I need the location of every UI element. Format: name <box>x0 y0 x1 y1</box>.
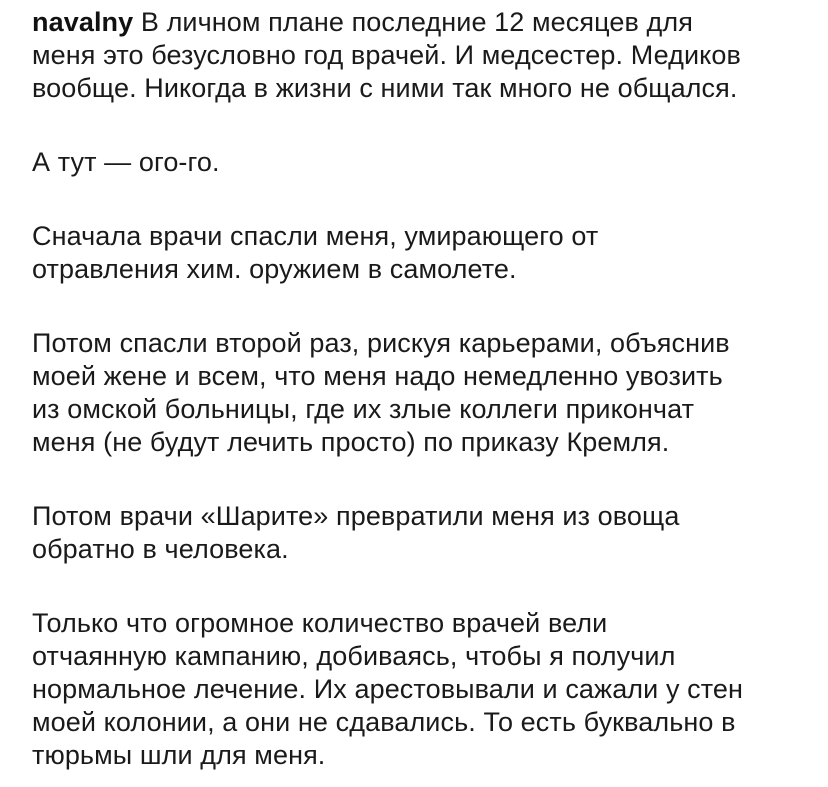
caption-paragraph-5: Потом врачи «Шарите» превратили меня из овоща обратно в человека. <box>32 501 680 564</box>
caption-paragraph-4: Потом спасли второй раз, рискуя карьерами, объяснив моей жене и всем, что меня надо немедленно увозить из омской больницы, где их злые коллеги прикончат меня (не будут лечить просто) по приказу Кремля. <box>32 328 730 457</box>
caption-paragraph-6: Только что огромное количество врачей вели отчаянную кампанию, добиваясь, чтобы я получил нормальное лечение. Их арестовывали и сажали у стен моей колонии, а они не сдавались. То есть буквально в тюрьмы шли для меня. <box>32 608 744 770</box>
caption-paragraph-1 <box>32 6 812 105</box>
caption-paragraph-2: А тут — ого-го. <box>32 147 220 177</box>
caption-paragraph-3: Сначала врачи спасли меня, умирающего от отравления хим. оружием в самолете. <box>32 221 599 284</box>
username-link[interactable]: navalny <box>32 7 134 37</box>
caption-text-1: В личном плане последние 12 месяцев для меня это безусловно год врачей. И медсестер. Медиков вообще. Никогда в жизни с ними так много не общался. <box>32 7 741 103</box>
post-caption <box>32 6 812 772</box>
